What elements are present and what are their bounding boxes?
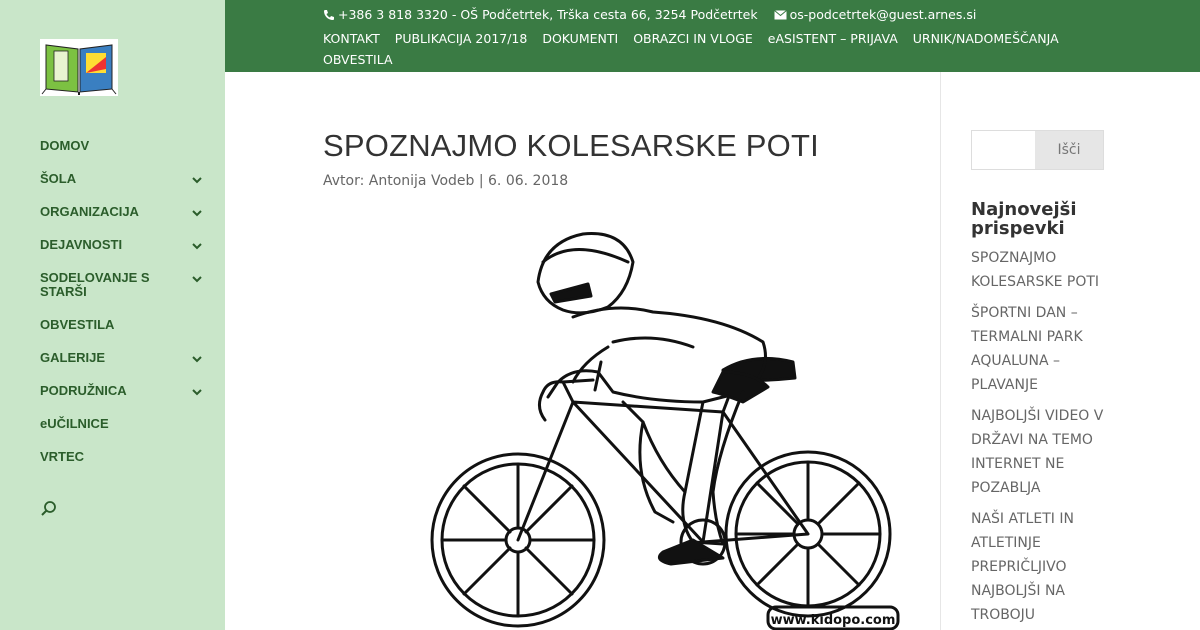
chevron-down-icon[interactable] [190,272,204,286]
search-button[interactable]: Išči [1035,131,1103,169]
recent-posts-title: Najnovejši prispevki [971,199,1077,239]
phone-info[interactable]: +386 3 818 3320 - OŠ Podčetrtek, Trška cesta 66, 3254 Podčetrtek [323,7,758,22]
contact-info [323,7,976,22]
chevron-down-icon[interactable] [190,173,204,187]
top-menu-dokumenti[interactable]: DOKUMENTI [542,31,619,46]
nav-item-sola[interactable]: ŠOLA [40,172,210,186]
top-menu [323,28,1123,70]
top-menu-easistent[interactable]: eASISTENT – PRIJAVA [767,31,898,46]
phone-icon [323,9,335,21]
nav-item-eucilnice[interactable]: eUČILNICE [40,416,109,431]
search-input[interactable] [972,131,1035,169]
top-menu-obrazci[interactable]: OBRAZCI IN VLOGE [633,31,753,46]
nav-item-domov[interactable]: DOMOV [40,138,90,153]
cyclist-illustration [423,222,903,630]
image-watermark: www.kidopo.com [770,613,896,628]
post-meta: Avtor: Antonija Vodeb | 6. 06. 2018 [323,173,569,189]
envelope-icon [774,10,787,20]
left-sidebar [0,0,225,630]
recent-post-link[interactable]: SPOZNAJMO KOLESARSKE POTI [971,250,1100,290]
top-menu-publikacija[interactable]: PUBLIKACIJA 2017/18 [394,31,528,46]
recent-post-link[interactable]: NAJBOLJŠI VIDEO V DRŽAVI NA TEMO INTERNET NE POZABLJA [971,408,1104,496]
recent-post-link[interactable]: ŠPORTNI DAN – TERMALNI PARK AQUALUNA – PLAVANJE [971,305,1083,393]
search-icon[interactable] [40,500,58,518]
email-link[interactable]: os-podcetrtek@guest.arnes.si [774,7,977,22]
recent-posts-list [971,246,1111,630]
nav-item-galerije[interactable]: GALERIJE [40,351,210,365]
nav-item-sodelovanje[interactable]: SODELOVANJE S STARŠI [40,271,210,299]
chevron-down-icon[interactable] [190,352,204,366]
top-menu-urnik[interactable]: URNIK/NADOMEŠČANJA [912,31,1059,46]
nav-item-vrtec[interactable]: VRTEC [40,449,85,464]
post-image [423,222,903,630]
chevron-down-icon[interactable] [190,206,204,220]
top-menu-kontakt[interactable]: KONTAKT [323,31,380,46]
nav-item-podruznica[interactable]: PODRUŽNICA [40,384,210,398]
content-divider [940,72,941,630]
school-logo[interactable] [40,39,118,96]
nav-item-obvestila[interactable]: OBVESTILA [40,317,115,332]
post-title: SPOZNAJMO KOLESARSKE POTI [323,128,819,163]
main-content [323,72,913,630]
top-menu-obvestila[interactable]: OBVESTILA [323,52,393,67]
top-bar [225,0,1200,72]
search-form [971,130,1104,170]
nav-item-organizacija[interactable]: ORGANIZACIJA [40,205,210,219]
recent-post-link[interactable]: NAŠI ATLETI IN ATLETINJE PREPRIČLJIVO NAJBOLJŠI NA TROBOJU [971,511,1074,623]
nav-item-dejavnosti[interactable]: DEJAVNOSTI [40,238,210,252]
main-nav [40,139,210,464]
chevron-down-icon[interactable] [190,239,204,253]
chevron-down-icon[interactable] [190,385,204,399]
